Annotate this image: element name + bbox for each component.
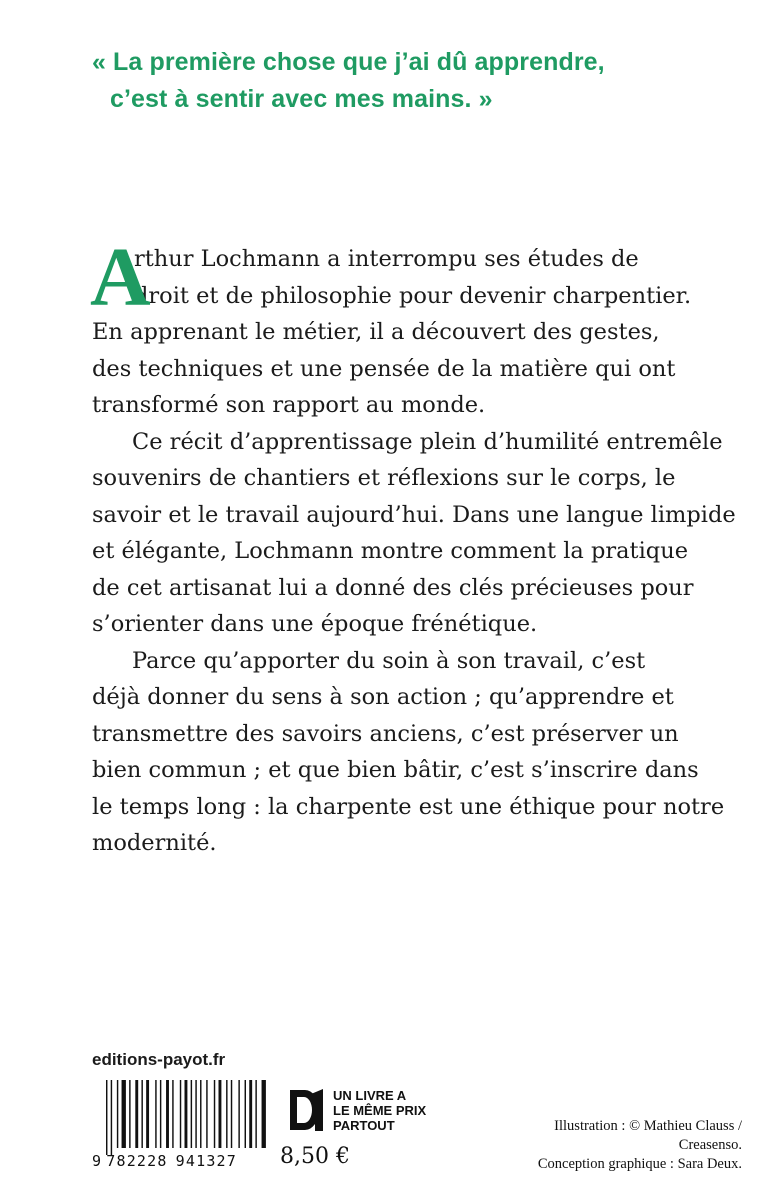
credits xyxy=(538,1117,742,1174)
text-line: des techniques et une pensée de la matière qui ont xyxy=(92,355,676,382)
prix-unique-line-3: PARTOUT xyxy=(333,1118,395,1133)
text-line: et élégante, Lochmann montre comment la pratique xyxy=(92,538,689,564)
credit-illustration-cont: Creasenso. xyxy=(678,1137,742,1153)
isbn-digits xyxy=(92,1152,274,1170)
pull-quote-line-1: « La première chose que j’ai dû apprendre, xyxy=(92,48,605,76)
text-line: souvenirs de chantiers et réflexions sur le corps, le xyxy=(92,465,676,491)
text-line: En apprenant le métier, il a découvert des gestes, xyxy=(92,319,660,345)
drop-cap: A xyxy=(90,231,151,324)
isbn-group-1: 782228 xyxy=(106,1152,168,1170)
text-line: bien commun ; et que bien bâtir, c’est s’inscrire dans xyxy=(92,757,699,783)
text-line: savoir et le travail aujourd’hui. Dans une langue limpide xyxy=(92,501,736,528)
text-line: droit et de philosophie pour devenir charpentier. xyxy=(134,282,692,309)
text-line: s’orienter dans une époque frénétique. xyxy=(92,611,538,637)
prix-unique-logo-icon xyxy=(287,1086,331,1134)
text-line: transmettre des savoirs anciens, c’est préserver un xyxy=(92,720,679,747)
blurb-paragraph-2 xyxy=(92,424,736,643)
price: 8,50 € xyxy=(280,1144,350,1169)
text-line: Parce qu’apporter du soin à son travail, c’est xyxy=(132,647,646,674)
text-line: rthur Lochmann a interrompu ses études de xyxy=(134,246,639,272)
isbn-barcode xyxy=(92,1080,274,1176)
prix-unique-line-2: LE MÊME PRIX xyxy=(333,1103,427,1118)
isbn-first-digit: 9 xyxy=(92,1152,103,1170)
blurb xyxy=(90,231,736,862)
text-line: modernité. xyxy=(92,830,217,856)
text-line: déjà donner du sens à son action ; qu’apprendre et xyxy=(92,684,674,710)
credit-illustration: Illustration : © Mathieu Clauss / xyxy=(554,1118,742,1134)
pull-quote xyxy=(92,44,732,118)
publisher-website: editions-payot.fr xyxy=(92,1050,226,1069)
blurb-paragraph-3 xyxy=(92,643,725,862)
blurb-paragraph-1 xyxy=(90,231,712,424)
prix-unique-line-1: UN LIVRE A xyxy=(333,1088,407,1103)
barcode-bars-graphic xyxy=(92,1080,274,1155)
credit-design: Conception graphique : Sara Deux. xyxy=(537,1156,742,1172)
text-line: le temps long : la charpente est une éthique pour notre xyxy=(92,793,725,820)
text-line: de cet artisanat lui a donné des clés précieuses pour xyxy=(92,574,694,601)
isbn-group-2: 941327 xyxy=(175,1152,238,1170)
pull-quote-line-2: c’est à sentir avec mes mains. » xyxy=(110,85,493,113)
prix-unique-label xyxy=(333,1088,426,1133)
text-line: Ce récit d’apprentissage plein d’humilité entremêle xyxy=(132,428,723,455)
text-line: transformé son rapport au monde. xyxy=(92,392,486,418)
